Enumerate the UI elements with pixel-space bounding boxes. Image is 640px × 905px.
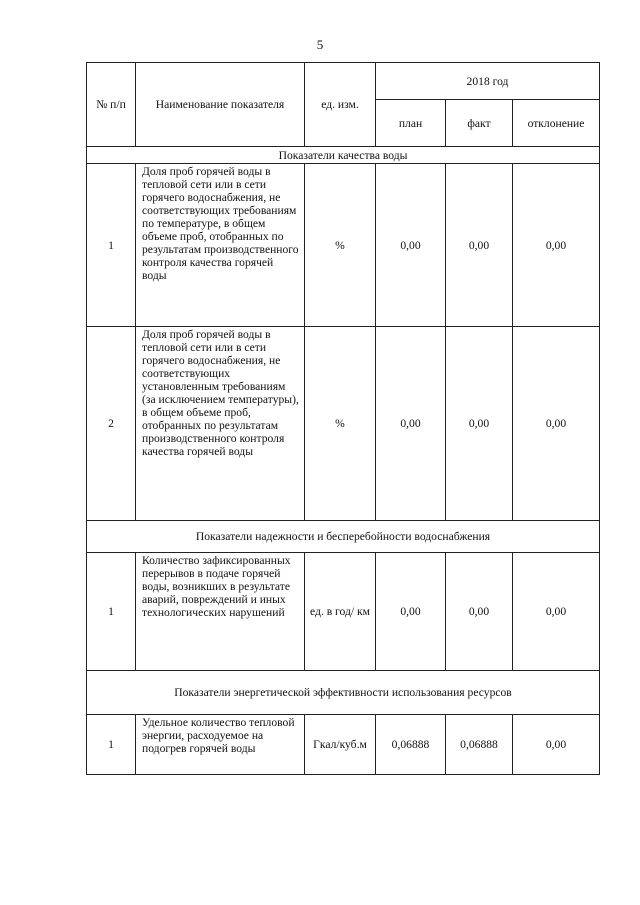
indicator-name: Доля проб горячей воды в тепловой сети или в сети горячего водоснабжения, не соответствующих установленным требованиям (за исключением температуры), в общем объеме проб, отобранных по результатам производственного контроля качества горячей воды (136, 327, 305, 521)
table-row (87, 553, 600, 671)
indicators-table (86, 62, 600, 775)
plan-cell: 0,00 (376, 553, 446, 671)
header-deviation: отклонение (513, 100, 600, 147)
deviation-cell: 0,00 (513, 715, 600, 775)
plan-cell: 0,06888 (376, 715, 446, 775)
header-unit: ед. изм. (305, 63, 376, 147)
row-number: 2 (87, 327, 136, 521)
row-number: 1 (87, 553, 136, 671)
section-row (87, 147, 600, 164)
table-row (87, 327, 600, 521)
header-fact: факт (446, 100, 513, 147)
deviation-cell: 0,00 (513, 164, 600, 327)
unit-cell: ед. в год/ км (305, 553, 376, 671)
table-row (87, 164, 600, 327)
plan-cell: 0,00 (376, 327, 446, 521)
row-number: 1 (87, 164, 136, 327)
indicator-name: Количество зафиксированных перерывов в подаче горячей воды, возникших в результате аварий, повреждений и иных технологических нарушений (136, 553, 305, 671)
table-row (87, 715, 600, 775)
section-title: Показатели надежности и бесперебойности водоснабжения (87, 521, 600, 553)
unit-cell: % (305, 164, 376, 327)
unit-cell: % (305, 327, 376, 521)
header-name: Наименование показателя (136, 63, 305, 147)
page-number: 5 (316, 37, 324, 52)
header-row-top (87, 63, 600, 100)
header-year: 2018 год (376, 63, 600, 100)
fact-cell: 0,06888 (446, 715, 513, 775)
deviation-cell: 0,00 (513, 327, 600, 521)
fact-cell: 0,00 (446, 164, 513, 327)
indicator-name: Доля проб горячей воды в тепловой сети или в сети горячего водоснабжения, не соответствующих требованиям по температуре, в общем объеме проб, отобранных по результатам производственного контроля качества горячей воды (136, 164, 305, 327)
section-title: Показатели качества воды (87, 147, 600, 164)
section-row (87, 521, 600, 553)
deviation-cell: 0,00 (513, 553, 600, 671)
unit-cell: Гкал/куб.м (305, 715, 376, 775)
plan-cell: 0,00 (376, 164, 446, 327)
section-title: Показатели энергетической эффективности использования ресурсов (87, 671, 600, 715)
header-num: № п/п (87, 63, 136, 147)
row-number: 1 (87, 715, 136, 775)
fact-cell: 0,00 (446, 327, 513, 521)
indicator-name: Удельное количество тепловой энергии, расходуемое на подогрев горячей воды (136, 715, 305, 775)
fact-cell: 0,00 (446, 553, 513, 671)
header-plan: план (376, 100, 446, 147)
section-row (87, 671, 600, 715)
